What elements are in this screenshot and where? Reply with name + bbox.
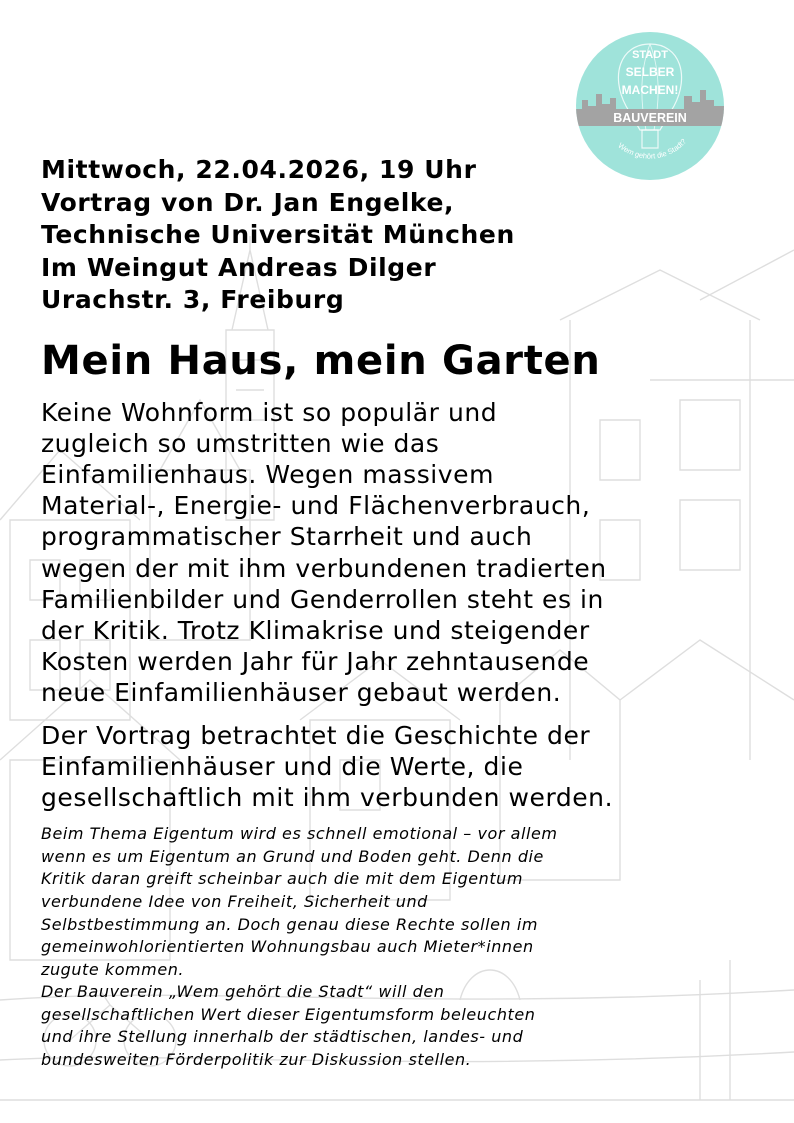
text-line: Einfamilienhäuser und die Werte, die (41, 751, 524, 781)
text-line: bundesweiten Förderpolitik zur Diskussion stellen. (41, 1050, 472, 1070)
text-line: gesellschaftlichen Wert dieser Eigentumsform beleuchten (41, 1004, 536, 1024)
text-line: wenn es um Eigentum an Grund und Boden geht. Denn die (41, 846, 544, 866)
text-line: Selbstbestimmung an. Doch genau diese Rechte sollen im (41, 914, 539, 934)
logo-text-line3: MACHEN! (621, 83, 679, 97)
text-line: Kosten werden Jahr für Jahr zehntausende (41, 647, 590, 677)
event-date: Mittwoch, 22.04.2026, 19 Uhr (41, 155, 477, 184)
text-line: gesellschaftlich mit ihm verbunden werden. (41, 782, 614, 812)
event-institution: Technische Universität München (41, 220, 515, 249)
event-venue: Im Weingut Andreas Dilger (41, 252, 437, 282)
lecture-summary-paragraph (41, 720, 761, 814)
text-line: gemeinwohlorientierten Wohnungsbau auch Mieter*innen (41, 937, 534, 957)
text-line: zugleich so umstritten wie das (41, 428, 440, 458)
text-line: Der Vortrag betrachtet die Geschichte der (41, 720, 591, 750)
logo-text-line1: STADT (632, 49, 668, 61)
text-line: neue Einfamilienhäuser gebaut werden. (41, 678, 562, 708)
logo-band-label: BAUVEREIN (613, 111, 687, 125)
text-line: Material-, Energie- und Flächenverbrauch, (41, 491, 591, 521)
bauverein-logo (574, 30, 726, 182)
bauverein-paragraph (41, 823, 761, 1072)
text-line: Familienbilder und Genderrollen steht es in (41, 584, 604, 614)
intro-paragraph (41, 397, 761, 709)
text-line: Einfamilienhaus. Wegen massivem (41, 459, 494, 489)
event-speaker: Vortrag von Dr. Jan Engelke, (41, 187, 455, 217)
text-line: Beim Thema Eigentum wird es schnell emotional – vor allem (41, 824, 558, 844)
text-line: Der Bauverein „Wem gehört die Stadt“ will den (41, 982, 445, 1002)
logo-text-line2: SELBER (625, 65, 675, 79)
text-line: der Kritik. Trotz Klimakrise und steigender (41, 615, 590, 645)
text-line: verbundene Idee von Freiheit, Sicherheit und (41, 891, 428, 911)
text-line: und ihre Stellung innerhalb der städtischen, landes- und (41, 1027, 524, 1047)
text-line: programmatischer Starrheit und auch (41, 522, 533, 552)
event-address: Urachstr. 3, Freiburg (41, 285, 345, 314)
text-line: zugute kommen. (41, 959, 185, 979)
text-line: Keine Wohnform ist so populär und (41, 397, 498, 427)
text-line: wegen der mit ihm verbundenen tradierten (41, 553, 607, 583)
logo-curved-slogan: Wem gehört die Stadt? (616, 136, 689, 161)
flyer-content (41, 154, 761, 1072)
text-line: Kritik daran greift scheinbar auch die mit dem Eigentum (41, 869, 524, 889)
lecture-title: Mein Haus, mein Garten (41, 337, 601, 384)
